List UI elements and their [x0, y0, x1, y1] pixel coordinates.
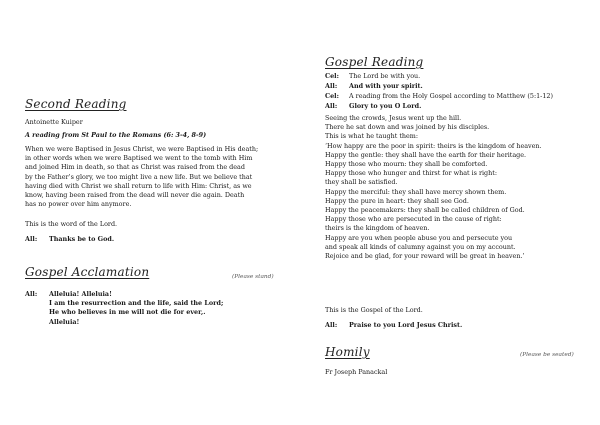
dialogue-label: Cel: [325, 72, 339, 80]
text-line: they shall be satisfied. [325, 178, 398, 187]
dialogue-text: The Lord be with you. [349, 72, 421, 80]
response-text: Praise to you Lord Jesus Christ. [349, 321, 463, 329]
text-line: in other words when we were Baptised we went to the tomb with Him [25, 154, 253, 163]
text-line: Happy the merciful: they shall have mercy shown them. [325, 187, 507, 196]
gospel-reading-closing: This is the Gospel of the Lord. [325, 306, 423, 314]
text-line: theirs is the kingdom of heaven. [325, 224, 430, 233]
second-reading-closing: This is the word of the Lord. [25, 220, 118, 228]
response-label: All: [325, 321, 338, 329]
text-line: Happy the gentle: they shall have the earth for their heritage. [325, 150, 527, 159]
text-line: Happy those who are persecuted in the cause of right: [325, 215, 502, 224]
text-line: There he sat down and was joined by his disciples. [325, 123, 490, 132]
gospel-acclamation-heading: Gospel Acclamation [25, 265, 150, 279]
gospel-acclamation-text [25, 290, 285, 330]
text-line: Rejoice and be glad, for your reward will be great in heaven.’ [325, 252, 525, 261]
response-text: Thanks be to God. [49, 235, 115, 243]
text-line: has no power over him anymore. [25, 200, 132, 209]
second-reading-reader: Antoinette Kuiper [25, 118, 83, 126]
response-label: All: [25, 235, 38, 243]
dialogue-label: Cel: [325, 92, 339, 100]
dialogue-row [325, 72, 595, 81]
text-line: I am the resurrection and the life, said the Lord; [49, 299, 224, 308]
dialogue-label: All: [325, 82, 338, 90]
dialogue-row [325, 92, 595, 101]
dialogue-text: And with your spirit. [349, 82, 423, 90]
text-line: Happy those who mourn: they shall be comforted. [325, 160, 488, 169]
gospel-reading-text [325, 114, 542, 261]
dialogue-row [325, 102, 595, 111]
text-line: When we were Baptised in Jesus Christ, we were Baptised in His death; [25, 145, 259, 153]
text-line: Seeing the crowds, Jesus went up the hill. [325, 114, 462, 122]
gospel-reading-heading: Gospel Reading [325, 55, 424, 69]
text-line: Happy the peacemakers: they shall be called children of God. [325, 206, 525, 215]
homily-heading: Homily [325, 345, 370, 359]
text-line: This is what he taught them: [325, 132, 418, 141]
dialogue-label: All: [325, 102, 338, 110]
second-reading-text [25, 145, 258, 209]
dialogue-text: A reading from the Holy Gospel according to Matthew (5:1-12) [349, 92, 553, 100]
gospel-reading-response [325, 321, 595, 330]
right-page [300, 0, 600, 425]
second-reading-citation: A reading from St Paul to the Romans (6: 3-4, 8-9) [25, 131, 207, 139]
dialogue-row [325, 82, 595, 91]
second-reading-heading: Second Reading [25, 97, 127, 111]
text-line: Happy the pure in heart: they shall see God. [325, 196, 469, 205]
text-line: and joined Him in death, so that as Christ was raised from the dead [25, 163, 245, 172]
text-line: He who believes in me will not die for ever,. [49, 308, 206, 317]
homily-speaker: Fr Joseph Panackal [325, 368, 388, 376]
text-line: having died with Christ we shall return to life with Him: Christ, as we [25, 181, 252, 190]
text-line: by the Father’s glory, we too might live a new life. But we believe that [25, 172, 253, 181]
text-line: Happy are you when people abuse you and persecute you [325, 233, 513, 242]
please-be-seated-note: (Please be seated) [520, 352, 574, 358]
text-line: Happy those who hunger and thirst for what is right: [325, 169, 497, 178]
dialogue-text: Glory to you O Lord. [349, 102, 422, 110]
text-line: know, having been raised from the dead will never die again. Death [25, 191, 245, 200]
second-reading-response [25, 235, 285, 244]
text-line: ‘How happy are the poor in spirit: theirs is the kingdom of heaven. [325, 141, 542, 150]
please-stand-note: (Please stand) [232, 274, 274, 280]
acclamation-label: All: [25, 290, 38, 298]
text-line: Alleluia! Alleluia! [49, 290, 112, 298]
text-line: Alleluia! [49, 317, 80, 326]
text-line: and speak all kinds of calumny against you on my account. [325, 242, 516, 251]
